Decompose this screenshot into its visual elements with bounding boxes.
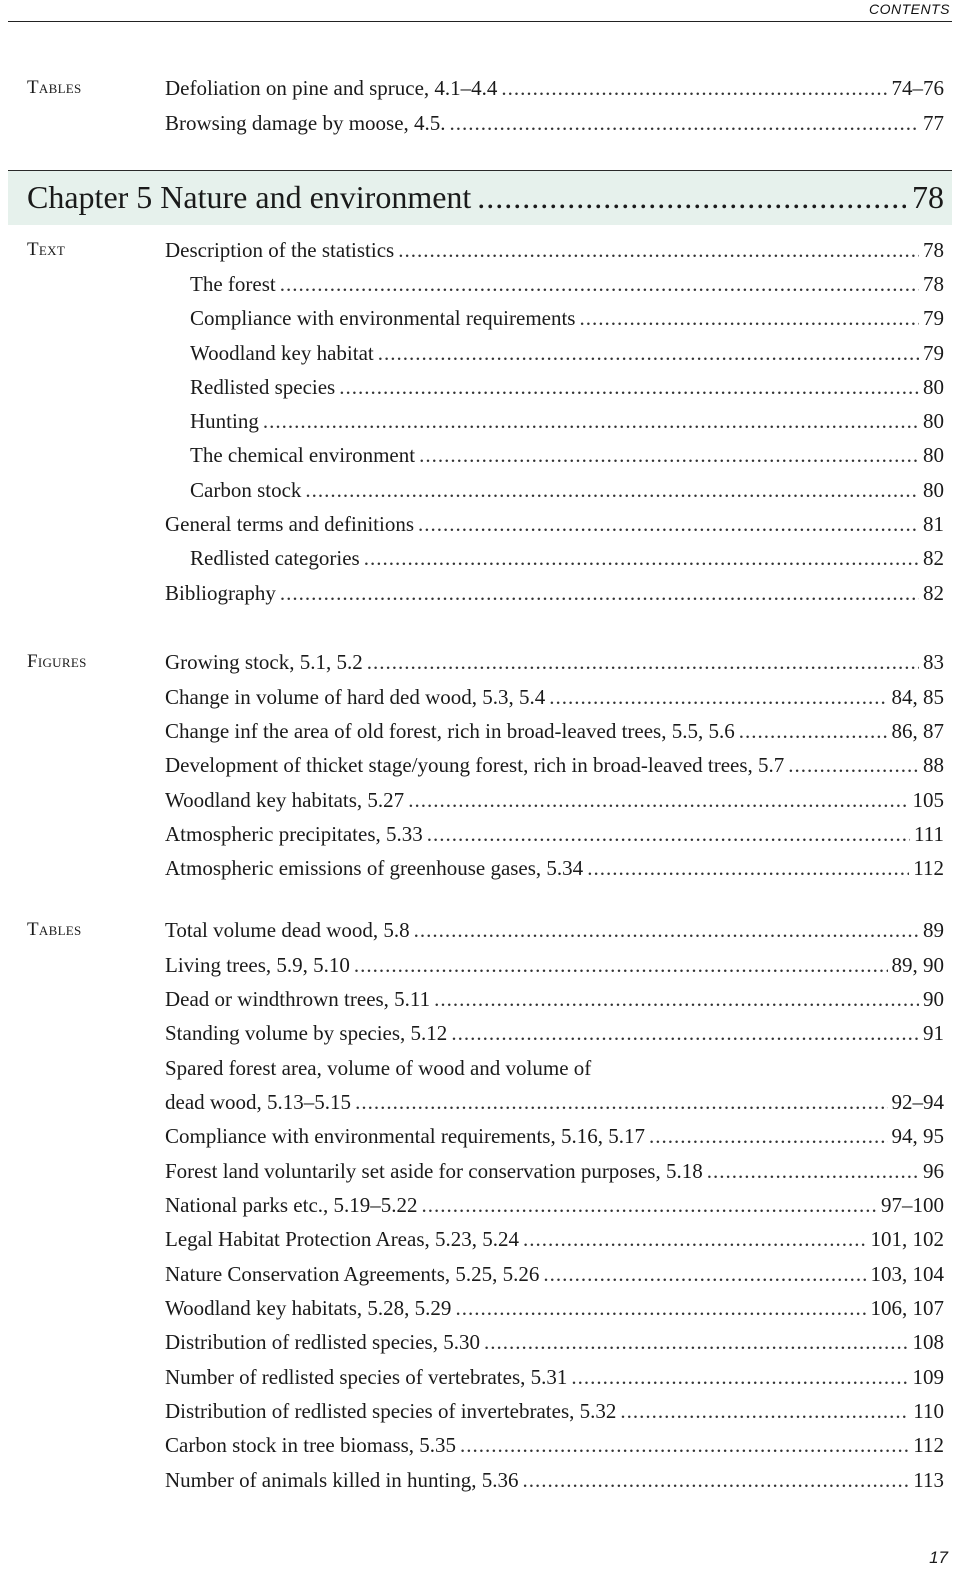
entry-title: Woodland key habitats, 5.27 <box>165 788 405 812</box>
dot-leader <box>263 404 919 438</box>
toc-entry[interactable] <box>165 1325 944 1359</box>
entry-page: 80 <box>923 478 944 502</box>
toc-entry[interactable] <box>165 817 944 851</box>
entry-title: Nature Conservation Agreements, 5.25, 5.26 <box>165 1262 540 1286</box>
toc-entry-line1[interactable] <box>165 1051 591 1085</box>
entry-page: 82 <box>923 581 944 605</box>
entry-title: Browsing damage by moose, 4.5. <box>165 111 446 135</box>
entry-page: 97–100 <box>881 1193 944 1217</box>
entry-title: Redlisted categories <box>190 546 360 570</box>
dot-leader <box>522 1463 909 1497</box>
toc-entry[interactable] <box>165 1428 944 1462</box>
dot-leader <box>571 1360 908 1394</box>
dot-leader <box>398 233 919 267</box>
entry-title: Dead or windthrown trees, 5.11 <box>165 987 431 1011</box>
entry-title: Standing volume by species, 5.12 <box>165 1021 448 1045</box>
dot-leader <box>620 1394 909 1428</box>
entry-title: Legal Habitat Protection Areas, 5.23, 5.24 <box>165 1227 519 1251</box>
entry-title: Growing stock, 5.1, 5.2 <box>165 650 363 674</box>
dot-leader <box>408 783 908 817</box>
entry-page: 82 <box>923 546 944 570</box>
entry-title: Number of animals killed in hunting, 5.36 <box>165 1468 519 1492</box>
entry-page: 88 <box>923 753 944 777</box>
entry-page: 113 <box>913 1468 944 1492</box>
toc-entry[interactable] <box>165 1119 944 1153</box>
entry-title: The chemical environment <box>190 443 416 467</box>
toc-entry[interactable] <box>165 948 944 982</box>
toc-entry[interactable] <box>165 748 944 782</box>
entry-title: Redlisted species <box>190 375 336 399</box>
toc-entry[interactable] <box>190 301 944 335</box>
entry-page: 91 <box>923 1021 944 1045</box>
entry-title: The forest <box>190 272 276 296</box>
header-rule <box>8 21 952 22</box>
entry-page: 109 <box>912 1365 944 1389</box>
toc-entry[interactable] <box>165 1291 944 1325</box>
chapter-page: 78 <box>912 179 944 215</box>
dot-leader <box>305 473 919 507</box>
entry-page: 84, 85 <box>891 685 944 709</box>
entry-title: Distribution of redlisted species, 5.30 <box>165 1330 480 1354</box>
entry-title: Living trees, 5.9, 5.10 <box>165 953 350 977</box>
toc-entry[interactable] <box>165 714 944 748</box>
toc-entry[interactable] <box>190 370 944 404</box>
entry-page: 86, 87 <box>891 719 944 743</box>
toc-entry[interactable] <box>165 680 944 714</box>
entry-page: 83 <box>923 650 944 674</box>
toc-entry[interactable] <box>165 645 944 679</box>
entry-page: 79 <box>923 341 944 365</box>
entry-page: 112 <box>913 1433 944 1457</box>
dot-leader <box>579 301 919 335</box>
chapter-title: Chapter 5 Nature and environment <box>27 179 472 215</box>
dot-leader <box>378 336 919 370</box>
entry-title: Compliance with environmental requirements <box>190 306 576 330</box>
entry-title: dead wood, 5.13–5.15 <box>165 1090 352 1114</box>
dot-leader <box>419 438 919 472</box>
toc-entry[interactable] <box>190 404 944 438</box>
dot-leader <box>523 1222 867 1256</box>
entry-title: General terms and definitions <box>165 512 415 536</box>
dot-leader <box>355 1085 887 1119</box>
entry-page: 96 <box>923 1159 944 1183</box>
entry-title: Description of the statistics <box>165 238 395 262</box>
entry-page: 106, 107 <box>870 1296 944 1320</box>
entry-page: 80 <box>923 409 944 433</box>
dot-leader <box>543 1257 866 1291</box>
dot-leader <box>434 982 919 1016</box>
dot-leader <box>280 576 919 610</box>
entry-title: Change inf the area of old forest, rich in broad-leaved trees, 5.5, 5.6 <box>165 719 735 743</box>
toc-entry[interactable] <box>165 783 944 817</box>
toc-entry[interactable] <box>165 851 944 885</box>
entry-page: 108 <box>912 1330 944 1354</box>
section-label-tables: Tables <box>27 919 82 940</box>
entry-page: 101, 102 <box>870 1227 944 1251</box>
toc-entry[interactable] <box>190 267 944 301</box>
toc-entry[interactable] <box>190 438 944 472</box>
entry-title: Woodland key habitats, 5.28, 5.29 <box>165 1296 452 1320</box>
entry-title: Defoliation on pine and spruce, 4.1–4.4 <box>165 76 498 100</box>
entry-page: 77 <box>923 111 944 135</box>
dot-leader <box>450 106 919 140</box>
dot-leader <box>455 1291 866 1325</box>
toc-entry[interactable] <box>165 106 944 140</box>
toc-entry[interactable] <box>165 1154 944 1188</box>
dot-leader <box>587 851 909 885</box>
dot-leader <box>418 507 919 541</box>
entry-title: Compliance with environmental requirements, 5.16, 5.17 <box>165 1124 645 1148</box>
dot-leader <box>739 714 888 748</box>
toc-entry[interactable] <box>165 1188 944 1222</box>
entry-title: Carbon stock in tree biomass, 5.35 <box>165 1433 457 1457</box>
toc-entry[interactable] <box>165 233 944 267</box>
entry-title: Spared forest area, volume of wood and volume of <box>165 1056 592 1080</box>
entry-page: 78 <box>923 272 944 296</box>
entry-title: Woodland key habitat <box>190 341 374 365</box>
entry-title: Total volume dead wood, 5.8 <box>165 918 410 942</box>
entry-title: Development of thicket stage/young forest, rich in broad-leaved trees, 5.7 <box>165 753 785 777</box>
toc-entry[interactable] <box>165 507 944 541</box>
toc-entry[interactable] <box>165 576 944 610</box>
toc-entry[interactable] <box>165 1360 944 1394</box>
dot-leader <box>354 948 888 982</box>
toc-entry[interactable] <box>190 541 944 575</box>
dot-leader <box>422 1188 877 1222</box>
running-head: CONTENTS <box>869 1 950 17</box>
entry-title: Number of redlisted species of vertebrates, 5.31 <box>165 1365 568 1389</box>
entry-page: 80 <box>923 443 944 467</box>
entry-page: 92–94 <box>891 1090 944 1114</box>
section-label-text: Text <box>27 239 66 260</box>
toc-entry[interactable] <box>165 71 944 105</box>
entry-title: Atmospheric emissions of greenhouse gases, 5.34 <box>165 856 584 880</box>
entry-page: 105 <box>912 788 944 812</box>
toc-entry[interactable] <box>165 1222 944 1256</box>
page-number: 17 <box>929 1548 948 1567</box>
section-label-tables-prev: Tables <box>27 77 82 98</box>
entry-page: 89 <box>923 918 944 942</box>
dot-leader <box>788 748 919 782</box>
toc-entry[interactable] <box>165 913 944 947</box>
entry-title: Forest land voluntarily set aside for conservation purposes, 5.18 <box>165 1159 703 1183</box>
entry-page: 80 <box>923 375 944 399</box>
entry-page: 94, 95 <box>891 1124 944 1148</box>
entry-page: 110 <box>913 1399 944 1423</box>
entry-page: 79 <box>923 306 944 330</box>
dot-leader <box>460 1428 909 1462</box>
dot-leader <box>367 645 919 679</box>
entry-page: 89, 90 <box>891 953 944 977</box>
section-label-figures: Figures <box>27 651 87 672</box>
entry-page: 78 <box>923 238 944 262</box>
toc-entry[interactable] <box>165 1463 944 1497</box>
entry-title: Hunting <box>190 409 259 433</box>
dot-leader <box>549 680 887 714</box>
dot-leader <box>414 913 919 947</box>
entry-page: 74–76 <box>891 76 944 100</box>
dot-leader <box>427 817 910 851</box>
entry-title: Bibliography <box>165 581 276 605</box>
dot-leader <box>707 1154 919 1188</box>
entry-page: 111 <box>914 822 944 846</box>
dot-leader <box>451 1016 919 1050</box>
dot-leader <box>501 71 887 105</box>
dot-leader <box>339 370 919 404</box>
toc-entry[interactable] <box>165 1085 944 1119</box>
entry-title: Distribution of redlisted species of invertebrates, 5.32 <box>165 1399 617 1423</box>
toc-entry[interactable] <box>190 473 944 507</box>
entry-title: Carbon stock <box>190 478 302 502</box>
toc-entry[interactable] <box>165 1394 944 1428</box>
chapter-heading[interactable] <box>27 174 944 220</box>
dot-leader <box>477 174 906 220</box>
entry-title: Atmospheric precipitates, 5.33 <box>165 822 423 846</box>
toc-entry[interactable] <box>190 336 944 370</box>
dot-leader <box>649 1119 888 1153</box>
toc-entry[interactable] <box>165 982 944 1016</box>
toc-entry[interactable] <box>165 1016 944 1050</box>
dot-leader <box>484 1325 909 1359</box>
entry-title: Change in volume of hard ded wood, 5.3, 5.4 <box>165 685 546 709</box>
entry-page: 103, 104 <box>870 1262 944 1286</box>
dot-leader <box>280 267 919 301</box>
entry-page: 112 <box>913 856 944 880</box>
entry-title: National parks etc., 5.19–5.22 <box>165 1193 418 1217</box>
entry-page: 90 <box>923 987 944 1011</box>
dot-leader <box>364 541 919 575</box>
entry-page: 81 <box>923 512 944 536</box>
toc-entry[interactable] <box>165 1257 944 1291</box>
